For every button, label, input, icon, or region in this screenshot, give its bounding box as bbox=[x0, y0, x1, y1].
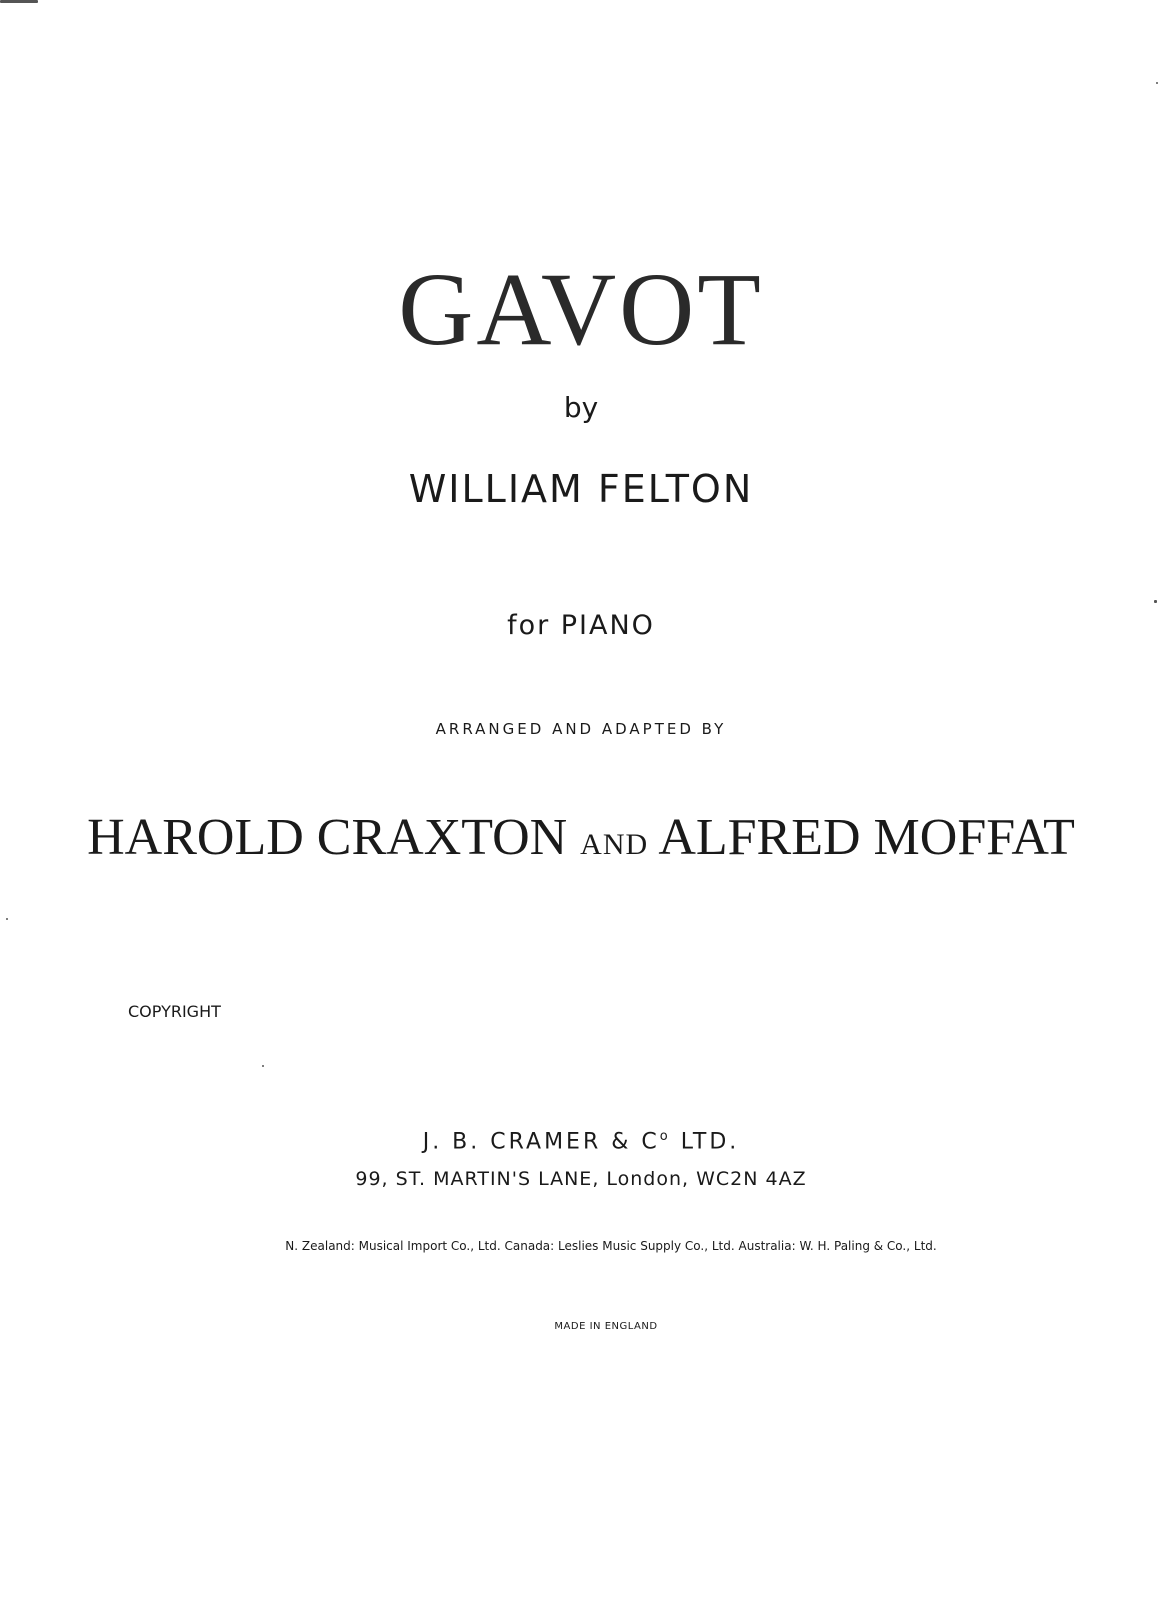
arranger-conjunction: AND bbox=[580, 828, 649, 861]
by-line: by bbox=[563, 391, 599, 424]
publisher-name bbox=[0, 1130, 1162, 1153]
arranger-2: ALFRED MOFFAT bbox=[658, 809, 1075, 866]
overseas-agents: N. Zealand: Musical Import Co., Ltd. Canada: Leslies Music Supply Co., Ltd. Australia: W. H. Paling & Co., Ltd. bbox=[285, 1239, 937, 1253]
arranged-label: ARRANGED AND ADAPTED BY bbox=[435, 720, 727, 738]
title: GAVOT bbox=[398, 252, 764, 367]
scan-speck bbox=[1156, 82, 1158, 84]
instrument-line: for PIANO bbox=[507, 610, 655, 641]
publisher-name-text: J. B. CRAMER & C bbox=[422, 1129, 660, 1155]
scan-mark bbox=[0, 0, 38, 3]
publisher-address: 99, ST. MARTIN'S LANE, London, WC2N 4AZ bbox=[355, 1168, 807, 1190]
scan-speck bbox=[6, 918, 8, 920]
publisher-suffix: LTD. bbox=[670, 1129, 740, 1155]
arranger-1: HAROLD CRAXTON bbox=[87, 809, 568, 866]
copyright-notice: COPYRIGHT bbox=[128, 1002, 221, 1021]
arrangers-line bbox=[0, 809, 1162, 866]
composer-name: WILLIAM FELTON bbox=[408, 467, 754, 511]
publisher-co-superscript: o bbox=[659, 1129, 671, 1144]
scan-speck bbox=[262, 1065, 264, 1067]
scan-speck bbox=[1154, 600, 1157, 603]
made-in-label: MADE IN ENGLAND bbox=[554, 1321, 658, 1332]
